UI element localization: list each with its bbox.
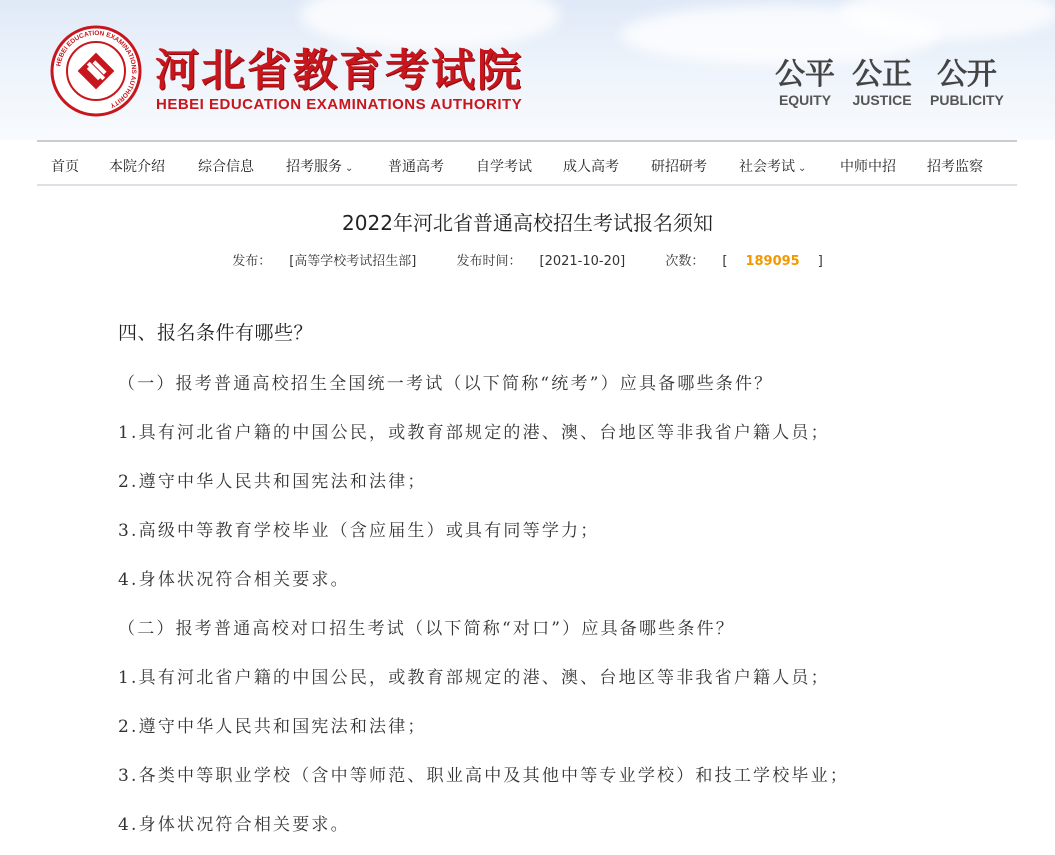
views-bracket-open: [	[722, 254, 728, 269]
publisher-meta	[223, 254, 425, 269]
paragraph: 1.具有河北省户籍的中国公民，或教育部规定的港、澳、台地区等非我省户籍人员；	[118, 668, 830, 688]
date-meta	[448, 254, 635, 269]
paragraph: （二）报考普通高校对口招生考试（以下简称“对口”）应具备哪些条件？	[118, 619, 735, 639]
nav-item-label: 自学考试	[476, 159, 532, 175]
nav-item-label: 综合信息	[198, 159, 254, 175]
nav-item-general-info[interactable]	[198, 156, 254, 176]
views-meta	[656, 254, 831, 269]
paragraph: 4.身体状况符合相关要求。	[118, 815, 350, 835]
publisher-value: [高等学校考试招生部]	[289, 254, 417, 269]
motto-justice	[852, 58, 912, 108]
paragraph: 4.身体状况符合相关要求。	[118, 570, 350, 590]
nav-item-label: 中师中招	[840, 159, 896, 175]
chevron-down-icon: ⌄	[345, 163, 354, 174]
paragraph: 2.遵守中华人民共和国宪法和法律；	[118, 472, 427, 492]
nav-item-label: 招考服务	[286, 159, 342, 175]
site-title[interactable]: 河北省教育考试院	[155, 45, 523, 96]
nav-item-label: 社会考试	[739, 159, 795, 175]
date-value: [2021-10-20]	[539, 254, 626, 269]
publisher-label: 发布：	[232, 254, 272, 269]
site-logo-seal[interactable]	[50, 25, 142, 117]
nav-item-label: 本院介绍	[109, 159, 165, 175]
paragraph: 3.各类中等职业学校（含中等师范、职业高中及其他中等专业学校）和技工学校毕业；	[118, 766, 850, 786]
chevron-down-icon: ⌄	[798, 163, 807, 174]
motto-en: PUBLICITY	[930, 92, 1004, 108]
article-title: 2022年河北省普通高校招生考试报名须知	[342, 211, 713, 235]
site-header	[0, 0, 1055, 140]
motto-publicity	[930, 58, 1004, 108]
nav-item-supervision[interactable]	[927, 156, 983, 176]
section-heading: 四、报名条件有哪些？	[118, 322, 314, 344]
nav-item-about[interactable]	[109, 156, 165, 176]
paragraph: 2.遵守中华人民共和国宪法和法律；	[118, 717, 427, 737]
views-label: 次数：	[665, 254, 705, 269]
paragraph: （一）报考普通高校招生全国统一考试（以下简称“统考”）应具备哪些条件？	[118, 374, 774, 394]
svg-text:HEBEI EDUCATION EXAMINATIONS A: HEBEI EDUCATION EXAMINATIONS AUTHORITY	[55, 29, 138, 109]
motto-en: EQUITY	[778, 92, 832, 108]
motto-cn: 公正	[852, 57, 912, 92]
site-subtitle-en: HEBEI EDUCATION EXAMINATIONS AUTHORITY	[156, 96, 523, 113]
motto-cn: 公开	[936, 57, 997, 92]
date-label: 发布时间：	[456, 254, 522, 269]
nav-item-gaokao[interactable]	[388, 156, 444, 176]
view-count: 189095	[745, 254, 800, 269]
paragraph: 1.具有河北省户籍的中国公民，或教育部规定的港、澳、台地区等非我省户籍人员；	[118, 423, 830, 443]
article-meta	[0, 250, 1055, 269]
views-bracket-close: ]	[817, 254, 823, 269]
main-nav	[37, 140, 1017, 186]
motto-equity	[775, 58, 835, 108]
motto-cn: 公平	[775, 57, 835, 92]
nav-item-label: 招考监察	[927, 159, 983, 175]
nav-item-label: 成人高考	[563, 159, 619, 175]
motto-en: JUSTICE	[852, 92, 912, 108]
nav-item-adult-exam[interactable]	[563, 156, 619, 176]
nav-item-social-exams[interactable]	[739, 156, 806, 176]
nav-item-admission-services[interactable]	[286, 156, 353, 176]
paragraph: 3.高级中等教育学校毕业（含应届生）或具有同等学力；	[118, 521, 600, 541]
nav-item-label: 首页	[51, 159, 79, 175]
nav-item-label: 研招研考	[651, 159, 707, 175]
nav-item-self-study-exam[interactable]	[476, 156, 532, 176]
nav-item-graduate-exam[interactable]	[651, 156, 707, 176]
nav-item-secondary-admission[interactable]	[840, 156, 896, 176]
nav-item-home[interactable]	[51, 156, 79, 176]
nav-item-label: 普通高考	[388, 159, 444, 175]
